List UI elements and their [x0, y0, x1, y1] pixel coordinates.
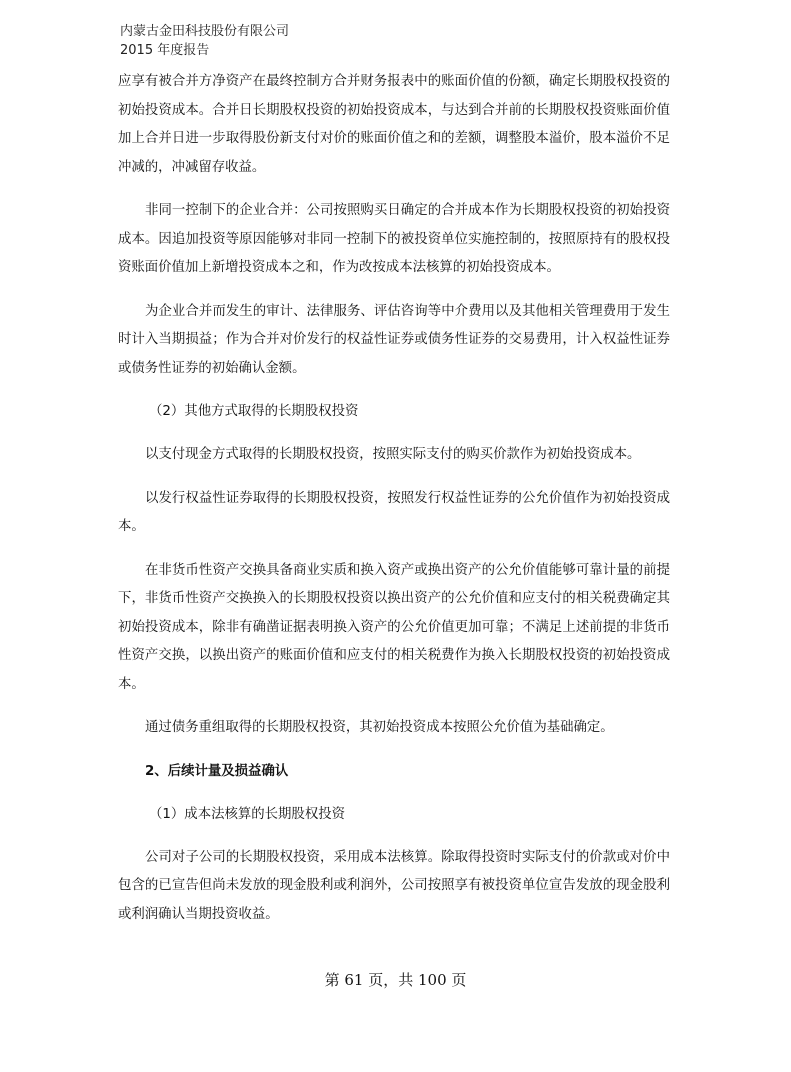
report-title: 2015 年度报告 [120, 43, 210, 58]
paragraph-nonmonetary-exchange: 在非货币性资产交换具备商业实质和换入资产或换出资产的公允价值能够可靠计量的前提下，非货币性资产交换换入的长期股权投资以换出资产的公允价值和应支付的相关税费确定其初始投资成本，除非有确凿证据表明换入资产的公允价值更加可靠；不满足上述前提的非货币性资产交换，以换出资产的账面价值和应支付的相关税费作为换入长期股权投资的初始投资成本。 [118, 562, 670, 692]
company-name: 内蒙古金田科技股份有限公司 [120, 24, 290, 39]
subheading-cost-method: （1）成本法核算的长期股权投资 [149, 806, 345, 822]
paragraph-non-common-control: 非同一控制下的企业合并：公司按照购买日确定的合并成本作为长期股权投资的初始投资成本。因追加投资等原因能够对非同一控制下的被投资单位实施控制的，按照原持有的股权投资账面价值加上新增投资成本之和，作为改按成本法核算的初始投资成本。 [118, 203, 670, 275]
paragraph-continuation: 应享有被合并方净资产在最终控制方合并财务报表中的账面价值的份额，确定长期股权投资的初始投资成本。合并日长期股权投资的初始投资成本，与达到合并前的长期股权投资账面价值加上合并日进一步取得股份新支付对价的账面价值之和的差额，调整股本溢价，股本溢价不足冲减的，冲减留存收益。 [118, 74, 670, 175]
paragraph-equity-issuance: 以发行权益性证券取得的长期股权投资，按照发行权益性证券的公允价值作为初始投资成本。 [118, 490, 670, 534]
paragraph-cost-method: 公司对子公司的长期股权投资，采用成本法核算。除取得投资时实际支付的价款或对价中包含的已宣告但尚未发放的现金股利或利润外，公司按照享有被投资单位宣告发放的现金股利或利润确认当期投资收益。 [118, 849, 670, 922]
paragraph-cash-payment: 以支付现金方式取得的长期股权投资，按照实际支付的购买价款作为初始投资成本。 [145, 447, 641, 462]
subheading-other-acquisition: （2）其他方式取得的长期股权投资 [149, 404, 359, 419]
document-body [118, 68, 670, 944]
page-header [120, 22, 289, 60]
paragraph-merger-expenses: 为企业合并而发生的审计、法律服务、评估咨询等中介费用以及其他相关管理费用于发生时计入当期损益；作为合并对价发行的权益性证券或债务性证券的交易费用，计入权益性证券或债务性证券的初始确认金额。 [118, 303, 670, 376]
section-heading-subsequent-measurement: 2、后续计量及损益确认 [145, 763, 289, 779]
page-number: 第 61 页，共 100 页 [324, 971, 467, 989]
paragraph-debt-restructuring: 通过债务重组取得的长期股权投资，其初始投资成本按照公允价值为基础确定。 [145, 720, 614, 735]
